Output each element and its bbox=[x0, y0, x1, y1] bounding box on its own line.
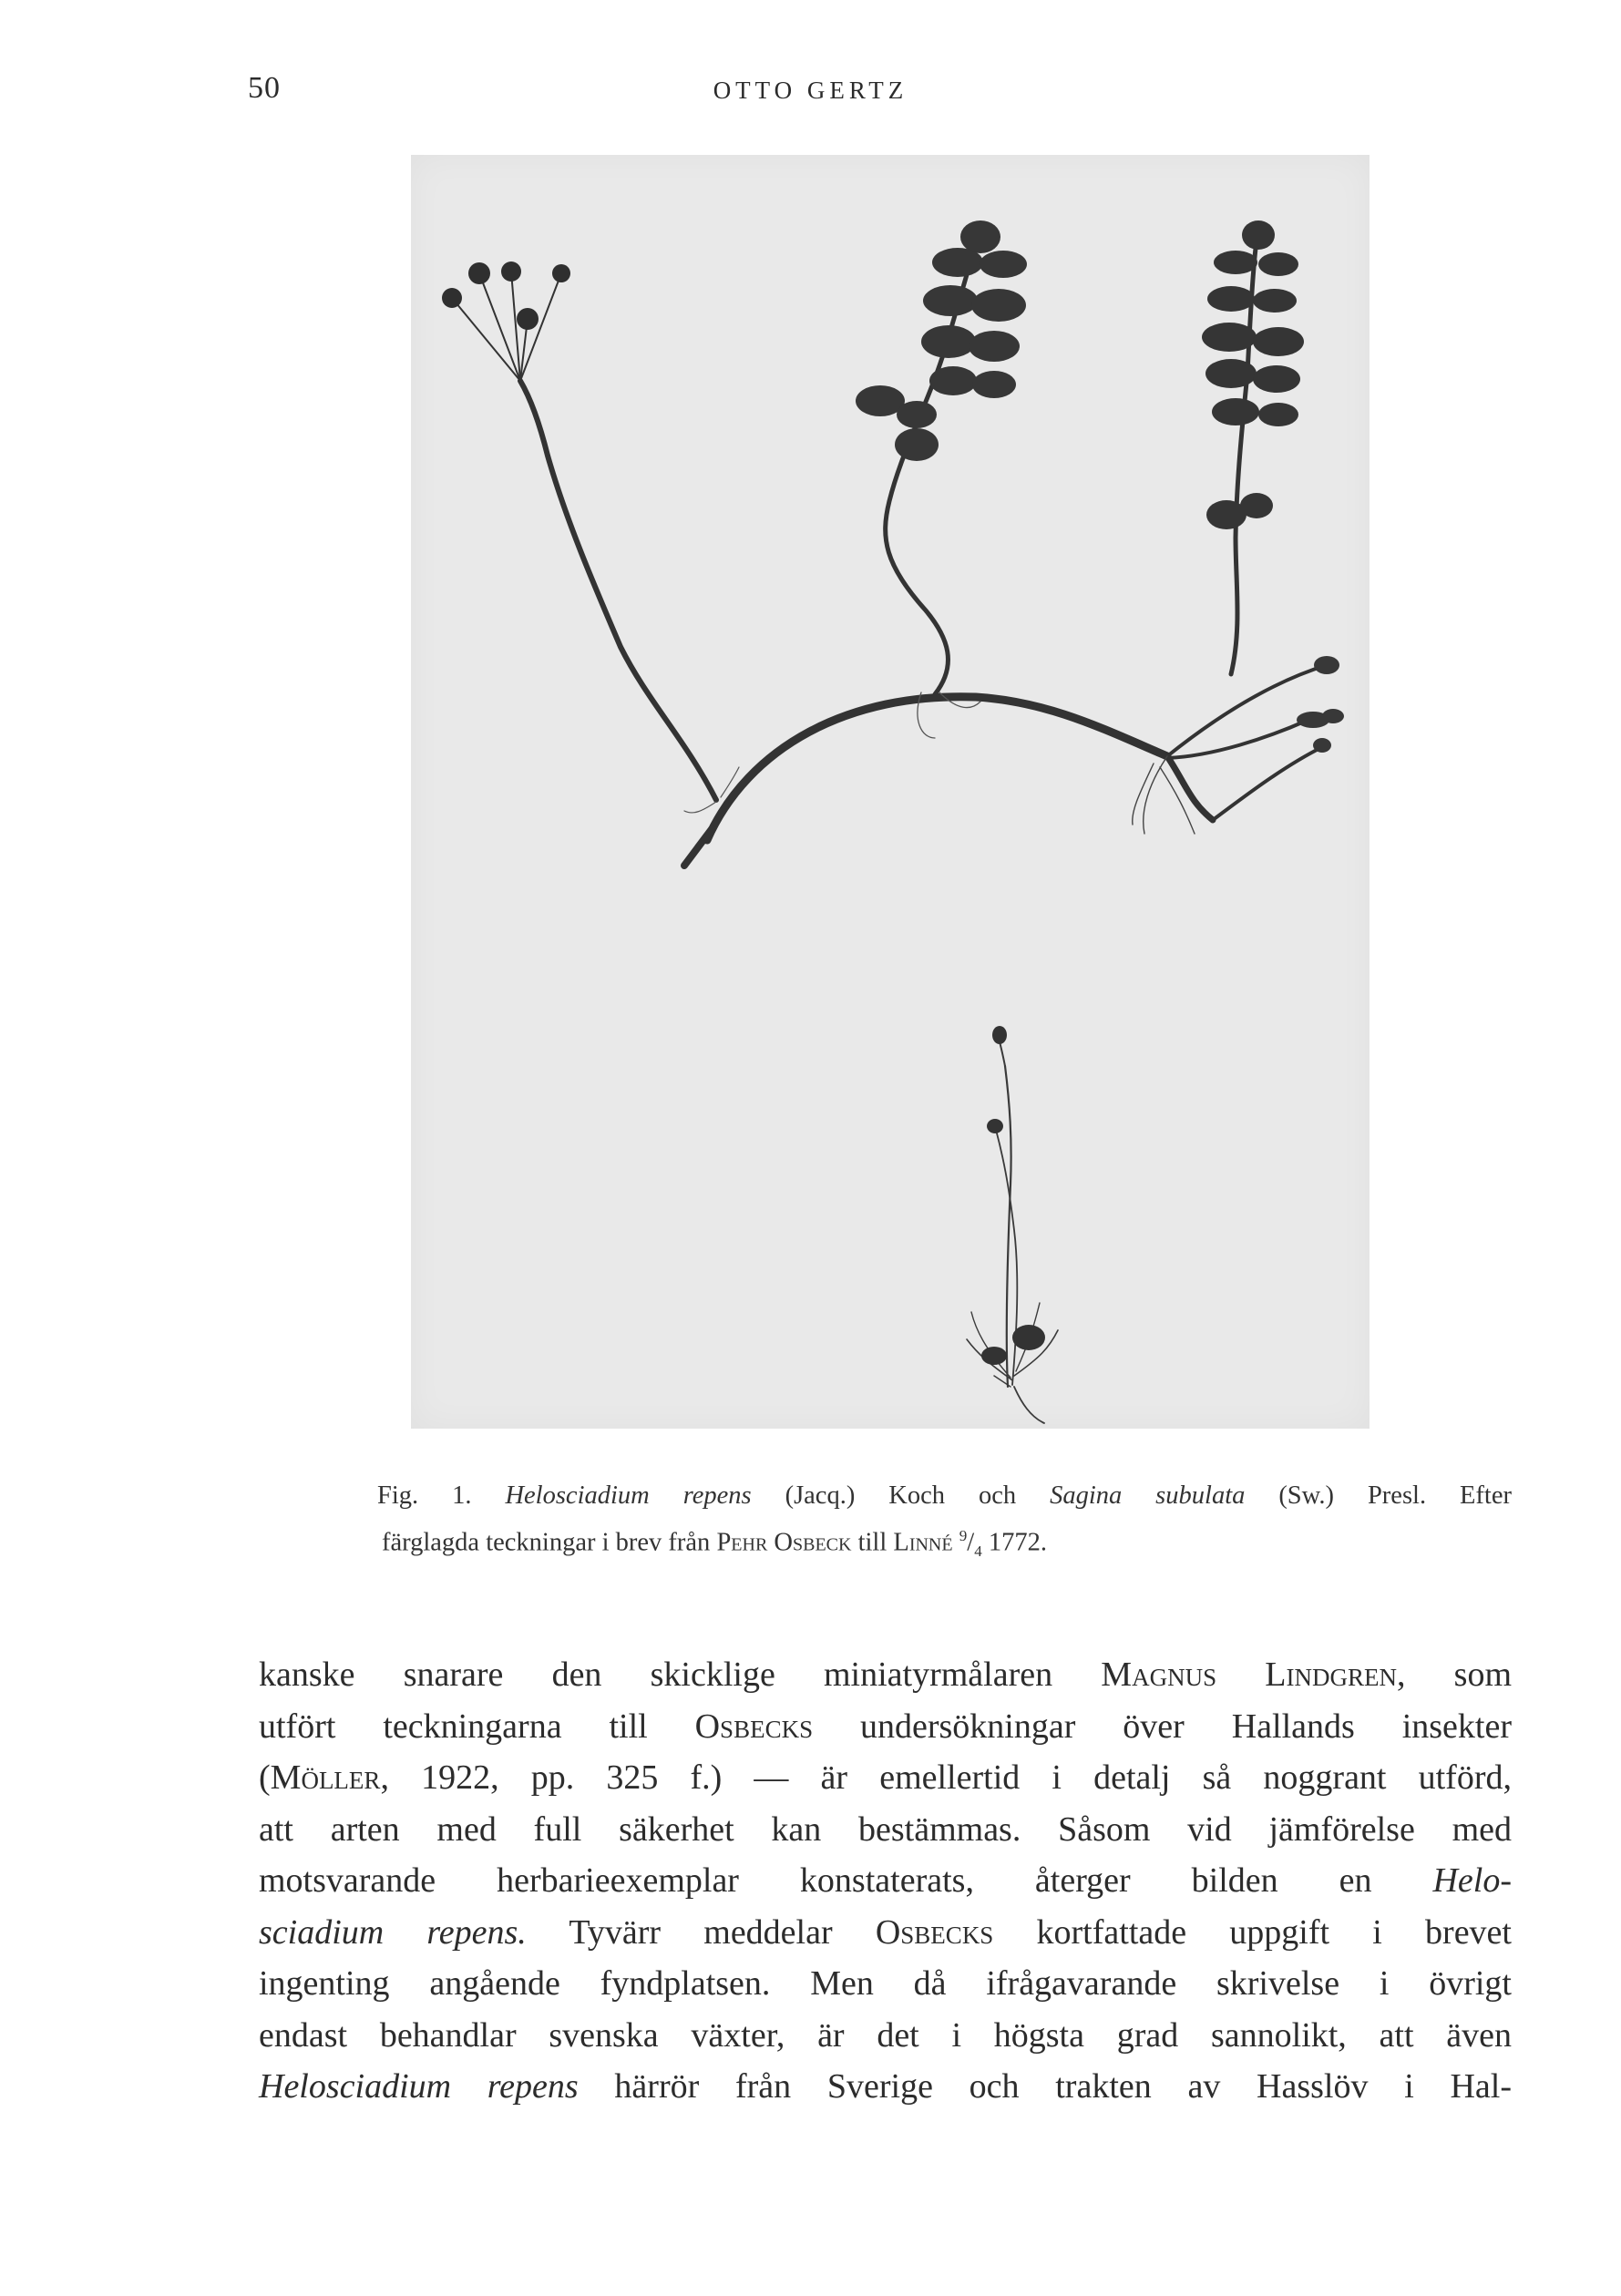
figure-caption bbox=[377, 1476, 1512, 1572]
text-line: ingenting angående fyndplatsen. Men då ifrågavarande skrivelse i övrigt bbox=[259, 1964, 1512, 2003]
right-leaf bbox=[1202, 220, 1304, 529]
text-line: sciadium repens. Tyvärr meddelar Osbecks kortfattade uppgift i brevet bbox=[259, 1912, 1512, 1952]
sagina-drawing bbox=[967, 1039, 1058, 1423]
sagina-flowers bbox=[981, 1026, 1045, 1365]
authority-2: (Sw.) Presl. Efter bbox=[1278, 1481, 1512, 1510]
middle-leaf bbox=[856, 220, 1027, 461]
person-lindgren: Magnus Lindgren bbox=[1101, 1655, 1397, 1694]
caption-year: 1772. bbox=[988, 1528, 1047, 1557]
body-paragraph bbox=[259, 1649, 1512, 2113]
shoot-leaves bbox=[1297, 656, 1344, 753]
person-osbeck: Pehr Osbeck bbox=[716, 1528, 852, 1557]
person-osbecks: Osbecks bbox=[694, 1707, 814, 1746]
authority-1: (Jacq.) Koch och bbox=[785, 1481, 1017, 1510]
caption-text: färglagda teckningar i brev från bbox=[382, 1528, 711, 1557]
person-moller: Möller bbox=[270, 1758, 381, 1797]
date-numerator: 9 bbox=[959, 1527, 968, 1544]
species-helosciadium: Helosciadium repens bbox=[505, 1481, 752, 1510]
person-osbecks: Osbecks bbox=[875, 1912, 994, 1952]
species-sagina: Sagina subulata bbox=[1050, 1481, 1246, 1510]
text-line: kanske snarare den skicklige miniatyrmålaren Magnus Lindgren, som bbox=[259, 1655, 1513, 1694]
helosciadium-drawing bbox=[452, 228, 1327, 866]
text-line: motsvarande herbarieexemplar konstaterats, återger bilden en Helo- bbox=[259, 1861, 1513, 1900]
caption-line-2: färglagda teckningar i brev från Pehr Osbeck till Linné $^9/_4$ 1772. bbox=[382, 1527, 1047, 1561]
text-line: endast behandlar svenska växter, är det i högsta grad sannolikt, att även bbox=[259, 2015, 1512, 2055]
caption-line-1 bbox=[377, 1476, 1512, 1516]
text-line: (Möller, 1922, pp. 325 f.) — är emellertid i detalj så noggrant utförd, bbox=[259, 1758, 1512, 1797]
umbel-flowers bbox=[442, 261, 570, 330]
running-title: OTTO GERTZ bbox=[713, 77, 908, 104]
person-linne: Linné bbox=[893, 1528, 953, 1557]
plant-illustration bbox=[411, 155, 1370, 1429]
text-line: att arten med full säkerhet kan bestämmas. Såsom vid jämförelse med bbox=[259, 1809, 1512, 1849]
caption-till: till bbox=[857, 1528, 887, 1557]
fig-label: Fig. 1. bbox=[377, 1481, 472, 1510]
figure-plate bbox=[411, 155, 1370, 1429]
text-line: utfört teckningarna till Osbecks undersökningar över Hallands insekter bbox=[259, 1707, 1512, 1746]
text-line: Helosciadium repens härrör från Sverige och trakten av Hasslöv i Hal- bbox=[259, 2067, 1512, 2106]
page-number: 50 bbox=[248, 71, 281, 105]
date-denominator: 4 bbox=[974, 1543, 982, 1561]
